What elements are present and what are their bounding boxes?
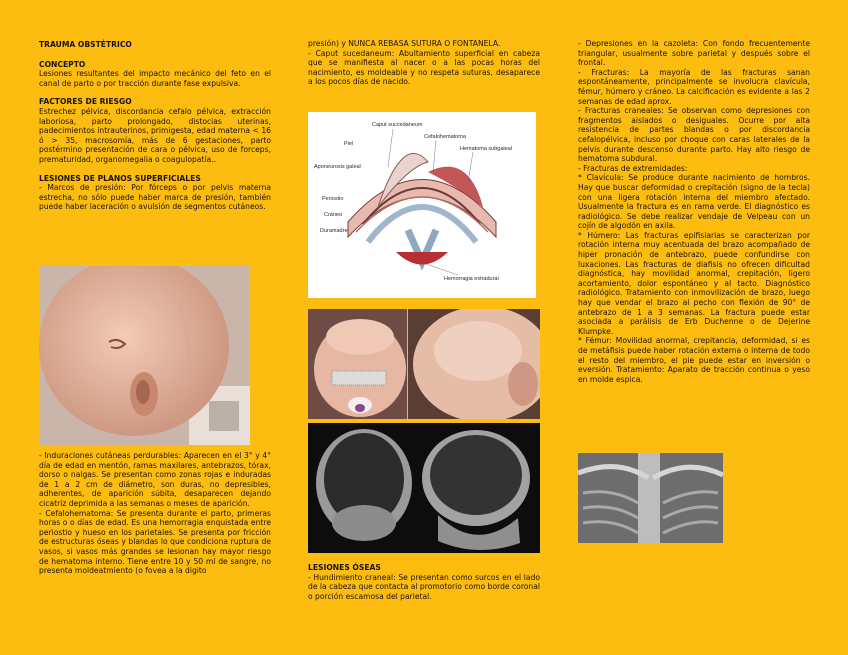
label-periostio: Periostio — [322, 196, 344, 202]
oseas-heading: LESIONES ÓSEAS — [308, 563, 381, 572]
page-title: TRAUMA OBSTÉTRICO — [39, 40, 132, 49]
extremidades-text: - Fracturas de extremidades: — [578, 163, 688, 173]
craneales-text: - Fracturas craneales: Se observan como depresiones con fragmentos aislados o desiguales. Ocurre por alta resistencia de partes blandas o por discordancia cefalopélvica, incluso por choque con caras laterales de la pelvis durante descenso durante parto. Hay alto riesgo de hematoma subdural. — [578, 106, 810, 164]
label-hematoma-subgaleal: Hematoma subgaleal — [460, 146, 512, 152]
planos-text: - Marcos de presión: Por fórceps o por pelvis materna estrecha, no sólo puede haber marca de presión, también puede haber laceración o avulsión de segmentos cutáneos. — [39, 183, 271, 212]
label-piel: Piel — [344, 141, 354, 147]
oseas-text: - Hundimiento craneal: Se presentan como surcos en el lado de la cabeza que contacta al promotorio como borde coronal o porción escamosa del parietal. — [308, 572, 540, 601]
induraciones-text: - Induraciones cutáneas perdurables: Aparecen en el 3° y 4° día de edad en mentón, ramas maxilares, antebrazos, tórax, dorso o nalgas. Se presentan como zonas rojas e induradas de 1 a 2 cm de diámetro, son duras, no depresibles, adherentes, de aparición súbita, desaparecen dejando cicatriz deprimida a las semanas o meses de aparición. — [39, 451, 271, 508]
scalp-layers-diagram — [308, 112, 536, 298]
factores-heading: FACTORES DE RIESGO — [39, 97, 132, 107]
column-1 — [39, 0, 271, 212]
baby-head-photo — [408, 309, 540, 419]
column-2-lower — [308, 563, 540, 601]
label-duramadre: Duramadre — [320, 228, 348, 234]
clavicula-text: * Clavícula: Se produce durante nacimiento de hombros. Hay que buscar deformidad o crepitación (signo de la tecla) con una ligera rotación interna del miembro afectado. Usualmente la fractura es en rama verde. El diagnóstico es radiológico. Se debe realizar vendaje de Velpeau con un cojín de algodón en axila. — [578, 173, 810, 231]
label-hemorragia: Hemorragia extradural — [444, 276, 499, 282]
skull-xrays — [308, 423, 540, 553]
baby-face-photo — [308, 309, 407, 419]
concepto-heading: CONCEPTO — [39, 59, 86, 69]
cefalohematoma-text: - Cefalohematoma: Se presenta durante el parto, primeras horas o o días de edad. Es una hemorragia enquistada entre periostio y hueso en los parietales. Se presenta por fricción de estructuras óseas y blandas lo que condiciona ruptura de vasos, si vasos más grandes se lesionan hay mayor riesgo de hematoma interno. Tiene entre 10 y 50 ml de sangre, no presenta moldeatmiento (o fovea a la digito — [39, 508, 271, 576]
concepto-text: Lesiones resultantes del impacto mecánico del feto en el canal de parto o por tracción durante fase expulsiva. — [39, 69, 271, 88]
label-caput: Caput succedaneum — [372, 122, 423, 128]
column-2 — [308, 39, 540, 87]
planos-heading: LESIONES DE PLANOS SUPERFICIALES — [39, 173, 201, 183]
label-craneo: Cráneo — [324, 212, 343, 218]
femur-text: * Fémur: Movilidad anormal, crepitancia, deformidad, si es de metáfisis puede haber rotación externa o interna de todo el resto del miembro, el pie puede estar en inversión o eversión. Tratamiento: Aparato de tracción continua o yeso en molde espica. — [578, 336, 810, 384]
infant-forceps-photo — [39, 266, 250, 445]
label-aponeurosis: Aponeurosis galeal — [314, 164, 361, 170]
fracturas-text: - Fracturas: La mayoría de las fracturas sanan espontáneamente, principalmente se involucra clavícula, fémur, húmero y cráneo. La calcificación es evidente a las 2 semanas de edad aprox. — [578, 67, 810, 106]
label-cefalohematoma: Cefalohematoma — [424, 134, 466, 140]
caput-text: - Caput sucedaneum: Abultamiento superficial en cabeza que se manifiesta al nacer o a las pocas horas del nacimiento, es moldeable y no respeta suturas, desaparece a los pocos días de nacido. — [308, 48, 540, 87]
column-2-top-text: presión) y NUNCA REBASA SUTURA O FONTANELA. — [308, 39, 501, 48]
clavicle-xray — [578, 453, 723, 543]
factores-text: Estrechez pélvica, discordancia cefalo pélvica, extracción laboriosa, parto prolongado, distocias uterinas, padecimientos intrauterinos, primigesta, edad materna < 16 ó > 35, macrosomía, más de 6 gestaciones, parto postérmino presentación de cara o pélvica, uso de forceps, prematuridad, organomegalia o coagulopatía.. — [39, 106, 271, 164]
column-3 — [578, 39, 810, 384]
humero-text: * Húmero: Las fracturas epifisiarias se caracterizan por rotación interna muy acentuada del brazo acompañado de hiper pronación de antebrazo, puede confundirse con luxaciones. Las fracturas de diafisis no ofrecen dificultad diagnóstica, hay movilidad anormal, crepitación, ligero acortamiento, dolor espontáneo y al tacto. Diagnóstico radiológico. Tratamiento con inmovilización de brazo, luego hay que vendar el brazo al pecho con flexión de 90° de antebrazo de 1 a 3 semanas. La fractura puede estar asociada a parálisis de Erb Duchenne o de Dejerine Klumpke. — [578, 230, 810, 336]
depresiones-text: - Depresiones en la cazoleta: Con fondo frecuentemente triangular, usualmente sobre parietal y después sobre el frontal. — [578, 39, 810, 68]
column-1-lower — [39, 451, 271, 576]
